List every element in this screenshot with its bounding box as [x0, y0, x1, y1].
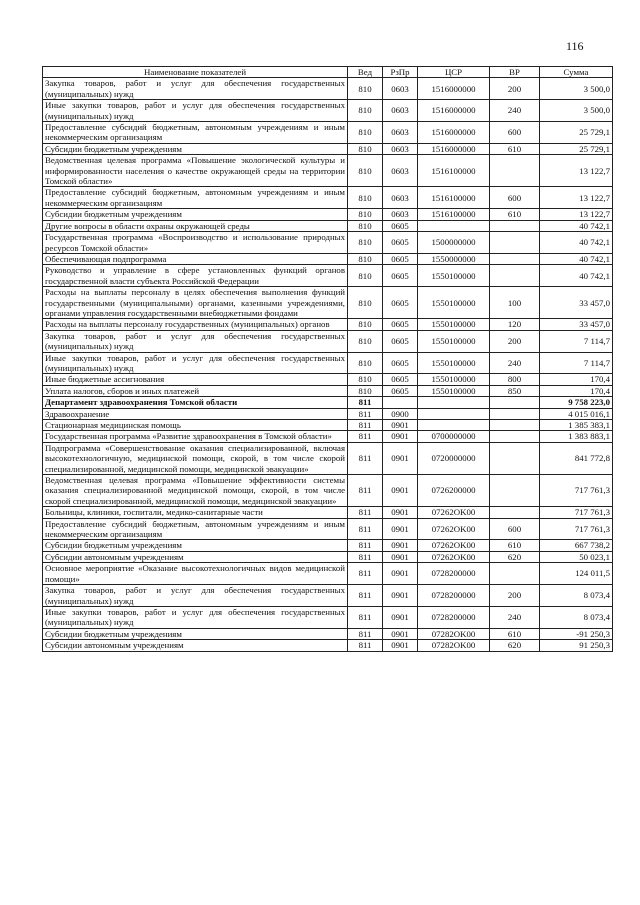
cell-name: Основное мероприятие «Оказание высокотехнологичных видов медицинской помощи»: [43, 563, 348, 585]
cell-name: Подпрограмма «Совершенствование оказания специализированной, включая высокотехнологичную, медицинской помощи, скорой, в том числе скорой специализированной, медицинской помощи, медицинской эвакуации»: [43, 442, 348, 474]
cell-ved: 810: [348, 220, 383, 231]
cell-ved: 810: [348, 374, 383, 385]
cell-sum: 33 457,0: [540, 287, 613, 319]
cell-rzpr: 0901: [383, 540, 418, 551]
cell-name: Иные закупки товаров, работ и услуг для обеспечения государственных (муниципальных) нужд: [43, 100, 348, 122]
cell-vr: 620: [490, 640, 540, 651]
cell-rzpr: 0605: [383, 374, 418, 385]
cell-csr: 0726200000: [418, 475, 490, 507]
cell-vr: [490, 265, 540, 287]
cell-csr: 07262OK00: [418, 540, 490, 551]
cell-vr: [490, 232, 540, 254]
table-row: [43, 431, 613, 442]
cell-name: Субсидии автономным учреждениям: [43, 640, 348, 651]
cell-ved: 811: [348, 628, 383, 639]
cell-csr: 07282OK00: [418, 628, 490, 639]
cell-rzpr: 0901: [383, 518, 418, 540]
cell-sum: 25 729,1: [540, 122, 613, 144]
cell-name: Больницы, клиники, госпитали, медико-санитарные части: [43, 507, 348, 518]
cell-sum: 40 742,1: [540, 265, 613, 287]
cell-ved: 811: [348, 397, 383, 408]
cell-sum: 40 742,1: [540, 220, 613, 231]
header-sum: Сумма: [540, 67, 613, 78]
table-header-row: [43, 67, 613, 78]
header-name: Наименование показателей: [43, 67, 348, 78]
cell-csr: 1516100000: [418, 155, 490, 187]
budget-table: [42, 66, 613, 652]
cell-vr: 200: [490, 78, 540, 100]
table-row: [43, 385, 613, 396]
cell-ved: 811: [348, 518, 383, 540]
cell-sum: 170,4: [540, 385, 613, 396]
cell-vr: [490, 408, 540, 419]
cell-ved: 810: [348, 155, 383, 187]
cell-rzpr: 0900: [383, 408, 418, 419]
cell-csr: 1550100000: [418, 319, 490, 330]
cell-vr: 120: [490, 319, 540, 330]
cell-rzpr: 0605: [383, 385, 418, 396]
cell-ved: 810: [348, 319, 383, 330]
cell-ved: 810: [348, 253, 383, 264]
table-row: [43, 475, 613, 507]
table-row: [43, 585, 613, 607]
cell-csr: 0728200000: [418, 563, 490, 585]
cell-csr: 07262OK00: [418, 551, 490, 562]
cell-sum: 7 114,7: [540, 352, 613, 374]
cell-csr: 1516000000: [418, 100, 490, 122]
cell-rzpr: 0901: [383, 420, 418, 431]
header-vr: ВР: [490, 67, 540, 78]
cell-sum: 25 729,1: [540, 143, 613, 154]
cell-rzpr: 0901: [383, 475, 418, 507]
cell-name: Ведомственная целевая программа «Повышение эффективности системы оказания специализированной медицинской помощи, скорой, в том числе скорой специализированной, медицинской помощи, медицинской эвакуации»: [43, 475, 348, 507]
cell-rzpr: 0605: [383, 352, 418, 374]
cell-sum: 40 742,1: [540, 232, 613, 254]
table-body: [43, 78, 613, 651]
cell-name: Субсидии автономным учреждениям: [43, 551, 348, 562]
cell-sum: 13 122,7: [540, 187, 613, 209]
cell-vr: 610: [490, 209, 540, 220]
cell-rzpr: 0603: [383, 155, 418, 187]
cell-sum: 91 250,3: [540, 640, 613, 651]
cell-sum: 717 761,3: [540, 518, 613, 540]
cell-sum: 124 011,5: [540, 563, 613, 585]
table-row: [43, 408, 613, 419]
cell-csr: [418, 408, 490, 419]
cell-name: Государственная программа «Развитие здравоохранения в Томской области»: [43, 431, 348, 442]
cell-ved: 811: [348, 606, 383, 628]
cell-csr: 1516100000: [418, 209, 490, 220]
table-row: [43, 540, 613, 551]
cell-name: Расходы на выплаты персоналу государственных (муниципальных) органов: [43, 319, 348, 330]
cell-name: Иные закупки товаров, работ и услуг для обеспечения государственных (муниципальных) нужд: [43, 606, 348, 628]
cell-name: Закупка товаров, работ и услуг для обеспечения государственных (муниципальных) нужд: [43, 585, 348, 607]
cell-rzpr: 0603: [383, 187, 418, 209]
cell-name: Здравоохранение: [43, 408, 348, 419]
table-row: [43, 253, 613, 264]
cell-ved: 811: [348, 442, 383, 474]
table-row: [43, 143, 613, 154]
cell-vr: 240: [490, 100, 540, 122]
cell-vr: [490, 442, 540, 474]
cell-name: Субсидии бюджетным учреждениям: [43, 628, 348, 639]
header-csr: ЦСР: [418, 67, 490, 78]
cell-rzpr: 0603: [383, 100, 418, 122]
table-row: [43, 265, 613, 287]
cell-vr: 200: [490, 330, 540, 352]
cell-csr: 0700000000: [418, 431, 490, 442]
cell-name: Иные закупки товаров, работ и услуг для обеспечения государственных (муниципальных) нужд: [43, 352, 348, 374]
cell-csr: 1500000000: [418, 232, 490, 254]
table-row: [43, 78, 613, 100]
cell-csr: 0728200000: [418, 585, 490, 607]
cell-sum: 717 761,3: [540, 507, 613, 518]
cell-vr: [490, 563, 540, 585]
cell-ved: 810: [348, 385, 383, 396]
cell-name: Закупка товаров, работ и услуг для обеспечения государственных (муниципальных) нужд: [43, 78, 348, 100]
table-row: [43, 420, 613, 431]
table-row: [43, 507, 613, 518]
cell-sum: 170,4: [540, 374, 613, 385]
cell-rzpr: 0901: [383, 563, 418, 585]
cell-sum: 40 742,1: [540, 253, 613, 264]
cell-name: Другие вопросы в области охраны окружающей среды: [43, 220, 348, 231]
cell-rzpr: 0901: [383, 606, 418, 628]
cell-name: Стационарная медицинская помощь: [43, 420, 348, 431]
cell-rzpr: 0603: [383, 143, 418, 154]
cell-csr: [418, 220, 490, 231]
cell-ved: 810: [348, 287, 383, 319]
cell-csr: 1516000000: [418, 143, 490, 154]
cell-vr: 600: [490, 122, 540, 144]
cell-vr: 620: [490, 551, 540, 562]
cell-vr: 610: [490, 540, 540, 551]
cell-ved: 811: [348, 507, 383, 518]
cell-ved: 810: [348, 352, 383, 374]
cell-name: Ведомственная целевая программа «Повышение экологической культуры и информированности населения о качестве окружающей среды на территории Томской области»: [43, 155, 348, 187]
table-row: [43, 606, 613, 628]
table-row: [43, 187, 613, 209]
cell-vr: 200: [490, 585, 540, 607]
cell-rzpr: 0901: [383, 551, 418, 562]
cell-ved: 810: [348, 122, 383, 144]
table-row: [43, 155, 613, 187]
cell-sum: 9 758 223,0: [540, 397, 613, 408]
cell-rzpr: 0605: [383, 319, 418, 330]
cell-sum: 3 500,0: [540, 100, 613, 122]
table-row: [43, 374, 613, 385]
cell-ved: 811: [348, 551, 383, 562]
cell-name: Субсидии бюджетным учреждениям: [43, 209, 348, 220]
cell-rzpr: 0603: [383, 209, 418, 220]
table-row: [43, 518, 613, 540]
cell-csr: [418, 397, 490, 408]
cell-ved: 811: [348, 540, 383, 551]
cell-sum: 1 385 383,1: [540, 420, 613, 431]
cell-vr: [490, 475, 540, 507]
cell-csr: 1516100000: [418, 187, 490, 209]
cell-sum: 4 015 016,1: [540, 408, 613, 419]
cell-ved: 810: [348, 330, 383, 352]
cell-csr: 1516000000: [418, 78, 490, 100]
cell-vr: [490, 507, 540, 518]
cell-rzpr: 0901: [383, 585, 418, 607]
cell-name: Государственная программа «Воспроизводство и использование природных ресурсов Томской области»: [43, 232, 348, 254]
cell-ved: 811: [348, 585, 383, 607]
cell-sum: 667 738,2: [540, 540, 613, 551]
cell-rzpr: 0901: [383, 431, 418, 442]
table-row: [43, 563, 613, 585]
cell-sum: 8 073,4: [540, 606, 613, 628]
cell-csr: 1550100000: [418, 374, 490, 385]
cell-name: Предоставление субсидий бюджетным, автономным учреждениям и иным некоммерческим организациям: [43, 122, 348, 144]
cell-ved: 810: [348, 209, 383, 220]
cell-ved: 811: [348, 475, 383, 507]
cell-ved: 810: [348, 187, 383, 209]
cell-sum: -91 250,3: [540, 628, 613, 639]
table-row: [43, 319, 613, 330]
cell-name: Предоставление субсидий бюджетным, автономным учреждениям и иным некоммерческим организациям: [43, 187, 348, 209]
cell-sum: 50 023,1: [540, 551, 613, 562]
table-row: [43, 330, 613, 352]
header-rzpr: РзПр: [383, 67, 418, 78]
table-row: [43, 551, 613, 562]
cell-sum: 841 772,8: [540, 442, 613, 474]
table-row: [43, 397, 613, 408]
cell-vr: 240: [490, 606, 540, 628]
cell-csr: 1516000000: [418, 122, 490, 144]
cell-rzpr: 0901: [383, 507, 418, 518]
cell-csr: 07282OK00: [418, 640, 490, 651]
cell-vr: [490, 155, 540, 187]
cell-ved: 810: [348, 232, 383, 254]
cell-vr: [490, 220, 540, 231]
cell-vr: 100: [490, 287, 540, 319]
cell-sum: 13 122,7: [540, 209, 613, 220]
cell-csr: 07262OK00: [418, 507, 490, 518]
cell-csr: 1550000000: [418, 253, 490, 264]
cell-vr: [490, 397, 540, 408]
cell-rzpr: [383, 397, 418, 408]
cell-ved: 810: [348, 143, 383, 154]
cell-ved: 811: [348, 431, 383, 442]
table-row: [43, 100, 613, 122]
cell-rzpr: 0605: [383, 253, 418, 264]
cell-name: Департамент здравоохранения Томской области: [43, 397, 348, 408]
cell-vr: 600: [490, 518, 540, 540]
cell-rzpr: 0605: [383, 330, 418, 352]
cell-csr: 1550100000: [418, 265, 490, 287]
cell-csr: 07262OK00: [418, 518, 490, 540]
cell-name: Предоставление субсидий бюджетным, автономным учреждениям и иным некоммерческим организациям: [43, 518, 348, 540]
table-row: [43, 628, 613, 639]
cell-csr: 1550100000: [418, 330, 490, 352]
cell-ved: 810: [348, 100, 383, 122]
cell-rzpr: 0901: [383, 640, 418, 651]
cell-rzpr: 0605: [383, 232, 418, 254]
cell-rzpr: 0605: [383, 287, 418, 319]
cell-sum: 7 114,7: [540, 330, 613, 352]
header-ved: Вед: [348, 67, 383, 78]
cell-ved: 811: [348, 408, 383, 419]
cell-ved: 811: [348, 420, 383, 431]
page-number: 116: [566, 39, 584, 53]
cell-vr: 600: [490, 187, 540, 209]
cell-sum: 33 457,0: [540, 319, 613, 330]
cell-vr: [490, 420, 540, 431]
cell-name: Закупка товаров, работ и услуг для обеспечения государственных (муниципальных) нужд: [43, 330, 348, 352]
cell-sum: 13 122,7: [540, 155, 613, 187]
cell-csr: 1550100000: [418, 352, 490, 374]
cell-name: Субсидии бюджетным учреждениям: [43, 143, 348, 154]
cell-ved: 811: [348, 563, 383, 585]
cell-sum: 717 761,3: [540, 475, 613, 507]
cell-rzpr: 0901: [383, 442, 418, 474]
table-row: [43, 232, 613, 254]
cell-csr: 0720000000: [418, 442, 490, 474]
cell-rzpr: 0605: [383, 220, 418, 231]
cell-name: Расходы на выплаты персоналу в целях обеспечения выполнения функций государственными (муниципальными) органами, казенными учреждениями, органами управления государственными внебюджетными фондами: [43, 287, 348, 319]
cell-vr: [490, 431, 540, 442]
table-row: [43, 209, 613, 220]
cell-csr: 1550100000: [418, 385, 490, 396]
cell-vr: [490, 253, 540, 264]
cell-csr: 0728200000: [418, 606, 490, 628]
cell-csr: [418, 420, 490, 431]
cell-csr: 1550100000: [418, 287, 490, 319]
cell-sum: 3 500,0: [540, 78, 613, 100]
cell-vr: 800: [490, 374, 540, 385]
cell-vr: 240: [490, 352, 540, 374]
table-row: [43, 442, 613, 474]
cell-ved: 811: [348, 640, 383, 651]
cell-vr: 610: [490, 143, 540, 154]
cell-name: Обеспечивающая подпрограмма: [43, 253, 348, 264]
cell-sum: 1 383 883,1: [540, 431, 613, 442]
table-row: [43, 640, 613, 651]
cell-name: Руководство и управление в сфере установленных функций органов государственной власти субъекта Российской Федерации: [43, 265, 348, 287]
cell-vr: 850: [490, 385, 540, 396]
table-row: [43, 287, 613, 319]
cell-rzpr: 0901: [383, 628, 418, 639]
cell-name: Иные бюджетные ассигнования: [43, 374, 348, 385]
cell-name: Уплата налогов, сборов и иных платежей: [43, 385, 348, 396]
cell-rzpr: 0605: [383, 265, 418, 287]
cell-sum: 8 073,4: [540, 585, 613, 607]
cell-vr: 610: [490, 628, 540, 639]
cell-rzpr: 0603: [383, 122, 418, 144]
cell-rzpr: 0603: [383, 78, 418, 100]
table-row: [43, 122, 613, 144]
cell-name: Субсидии бюджетным учреждениям: [43, 540, 348, 551]
table-row: [43, 220, 613, 231]
cell-ved: 810: [348, 78, 383, 100]
cell-ved: 810: [348, 265, 383, 287]
table-row: [43, 352, 613, 374]
